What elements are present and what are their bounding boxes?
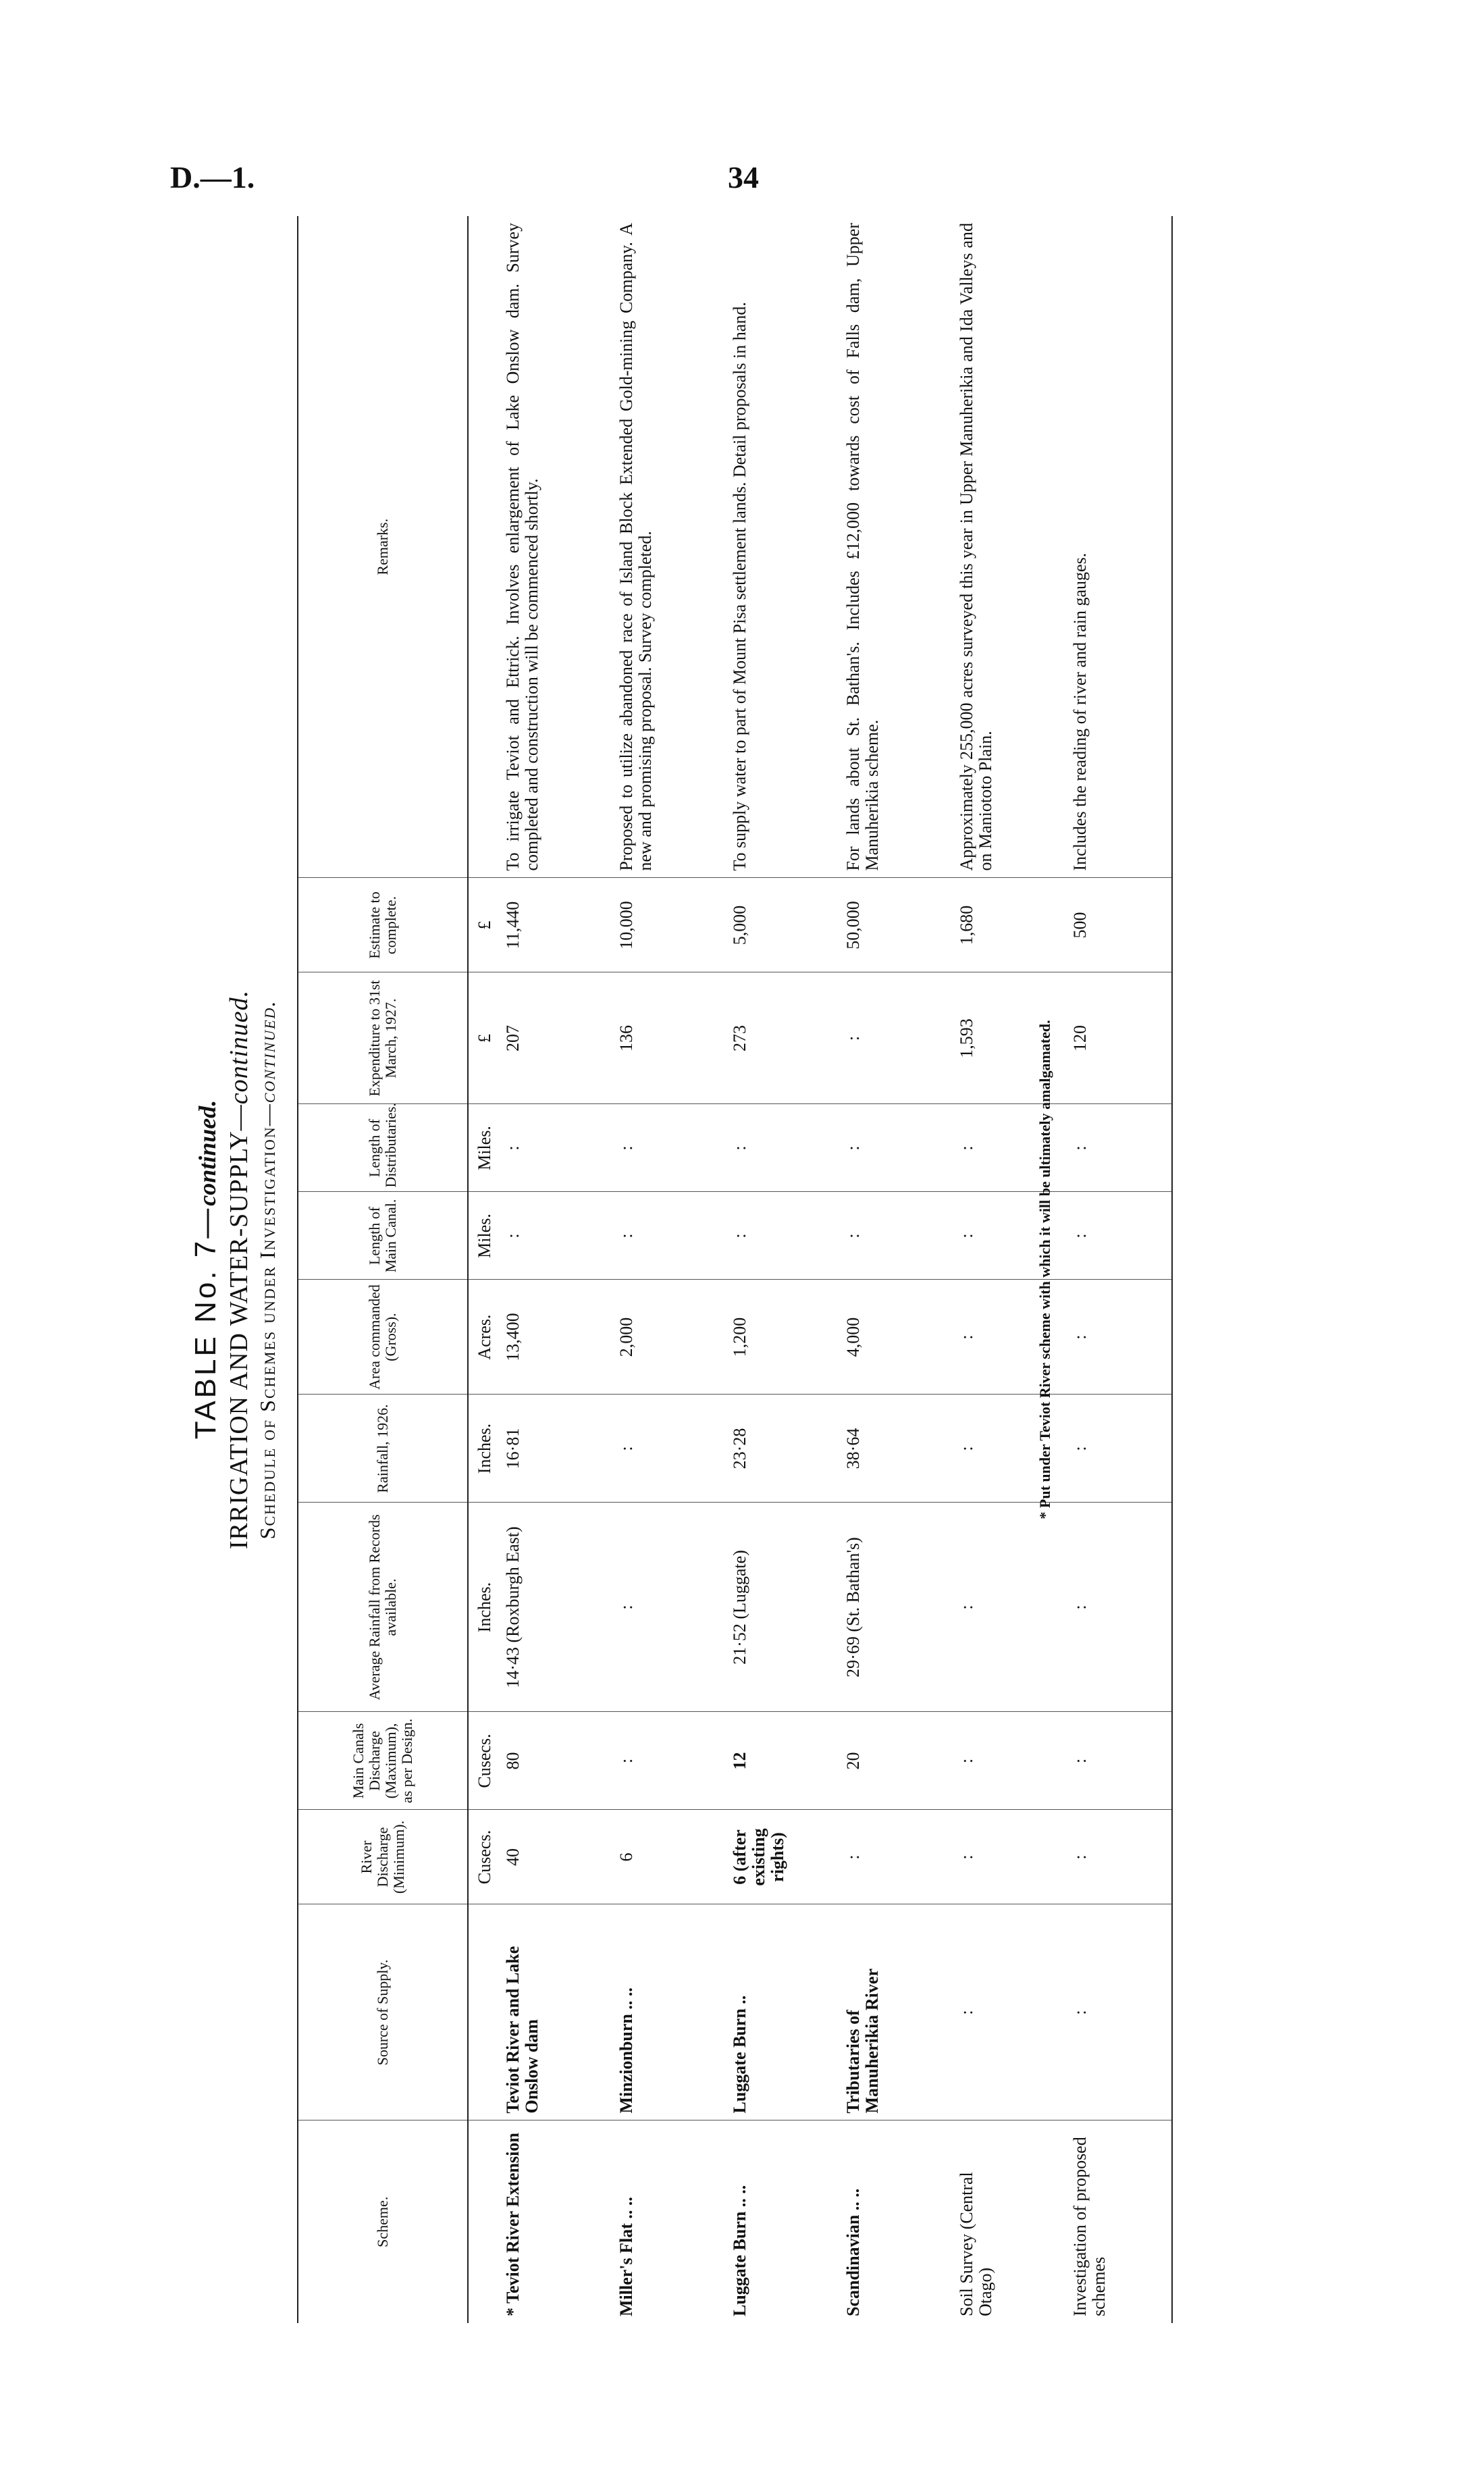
area-cell: : bbox=[948, 1280, 1061, 1395]
expenditure-cell: 1,593 bbox=[948, 972, 1061, 1104]
scheme-cell: Soil Survey (Central Otago) bbox=[957, 2172, 995, 2316]
unit-cell bbox=[468, 216, 494, 878]
river-discharge-cell: : bbox=[948, 1810, 1061, 1904]
column-header: Remarks. bbox=[298, 216, 468, 878]
river-discharge-cell: : bbox=[834, 1810, 948, 1904]
source-cell: : bbox=[948, 1904, 1061, 2120]
remarks-cell: To supply water to part of Mount Pisa settlement lands. Detail proposals in hand. bbox=[721, 216, 834, 878]
table-header-row bbox=[298, 216, 468, 2323]
avg-rainfall-cell: : bbox=[948, 1503, 1061, 1712]
unit-cell: Inches. bbox=[468, 1503, 494, 1712]
distributaries-cell: : bbox=[494, 1104, 608, 1192]
area-cell: 4,000 bbox=[834, 1280, 948, 1395]
area-cell: 2,000 bbox=[608, 1280, 721, 1395]
table-main-title: IRRIGATION AND WATER-SUPPLY—continued. bbox=[225, 989, 253, 1550]
river-discharge-cell: 6 bbox=[608, 1810, 721, 1904]
scheme-cell: Scandinavian .. .. bbox=[843, 2188, 863, 2316]
column-header: Main Canals Discharge (Maximum), as per Design. bbox=[298, 1712, 468, 1810]
expenditure-cell: 136 bbox=[608, 972, 721, 1104]
canal-discharge-cell: : bbox=[608, 1712, 721, 1810]
unit-cell bbox=[468, 1904, 494, 2120]
rainfall-1926-cell: : bbox=[608, 1395, 721, 1503]
column-header: Source of Supply. bbox=[298, 1904, 468, 2120]
area-cell: 1,200 bbox=[721, 1280, 834, 1395]
expenditure-cell: 120 bbox=[1061, 972, 1172, 1104]
scheme-cell: * Teviot River Extension bbox=[503, 2133, 523, 2316]
remarks-cell: For lands about St. Bathan's. Includes £12,000 towards cost of Falls dam, Upper Manuherikia scheme. bbox=[834, 216, 948, 878]
expenditure-cell: 273 bbox=[721, 972, 834, 1104]
document-reference: D.—1. bbox=[170, 160, 255, 194]
table-number-title: TABLE No. 7—continued. bbox=[189, 1099, 222, 1440]
source-cell: : bbox=[1061, 1904, 1172, 2120]
canal-discharge-cell: : bbox=[948, 1712, 1061, 1810]
column-header: Average Rainfall from Records available. bbox=[298, 1503, 468, 1712]
main-canal-cell: : bbox=[1061, 1192, 1172, 1280]
page-number: 34 bbox=[728, 160, 759, 194]
estimate-cell: 50,000 bbox=[834, 878, 948, 972]
river-discharge-cell: : bbox=[1061, 1810, 1172, 1904]
remarks-cell: Approximately 255,000 acres surveyed this year in Upper Manuherikia and Ida Valleys and on Maniototo Plain. bbox=[948, 216, 1061, 878]
unit-cell: £ bbox=[468, 878, 494, 972]
canal-discharge-cell: 80 bbox=[494, 1712, 608, 1810]
estimate-cell: 11,440 bbox=[494, 878, 608, 972]
table-row bbox=[721, 216, 834, 2323]
scheme-cell: Luggate Burn .. .. bbox=[730, 2185, 749, 2316]
column-header: Length of Distributaries. bbox=[298, 1104, 468, 1192]
unit-cell: Cusecs. bbox=[468, 1712, 494, 1810]
column-header: Length of Main Canal. bbox=[298, 1192, 468, 1280]
source-cell: Teviot River and Lake Onslow dam bbox=[494, 1904, 608, 2120]
source-cell: Luggate Burn .. bbox=[721, 1904, 834, 2120]
expenditure-cell: 207 bbox=[494, 972, 608, 1104]
main-canal-cell: : bbox=[494, 1192, 608, 1280]
table-row bbox=[834, 216, 948, 2323]
distributaries-cell: : bbox=[1061, 1104, 1172, 1192]
canal-discharge-cell: 12 bbox=[721, 1712, 834, 1810]
avg-rainfall-cell: 21·52 (Luggate) bbox=[721, 1503, 834, 1712]
footnote: * Put under Teviot River scheme with which it will be ultimately amalgamated. bbox=[1036, 1020, 1053, 1519]
unit-cell: £ bbox=[468, 972, 494, 1104]
distributaries-cell: : bbox=[608, 1104, 721, 1192]
distributaries-cell: : bbox=[834, 1104, 948, 1192]
column-header: Expenditure to 31st March, 1927. bbox=[298, 972, 468, 1104]
area-cell: : bbox=[1061, 1280, 1172, 1395]
estimate-cell: 500 bbox=[1061, 878, 1172, 972]
unit-cell: Cusecs. bbox=[468, 1810, 494, 1904]
avg-rainfall-cell: : bbox=[608, 1503, 721, 1712]
source-cell: Minzionburn .. .. bbox=[608, 1904, 721, 2120]
area-cell: 13,400 bbox=[494, 1280, 608, 1395]
column-header: Rainfall, 1926. bbox=[298, 1395, 468, 1503]
main-canal-cell: : bbox=[721, 1192, 834, 1280]
unit-cell: Acres. bbox=[468, 1280, 494, 1395]
title-block bbox=[189, 216, 284, 2323]
rainfall-1926-cell: 38·64 bbox=[834, 1395, 948, 1503]
rainfall-1926-cell: : bbox=[1061, 1395, 1172, 1503]
unit-cell: Miles. bbox=[468, 1192, 494, 1280]
rotated-table-page bbox=[189, 216, 1109, 2323]
main-canal-cell: : bbox=[834, 1192, 948, 1280]
avg-rainfall-cell: 14·43 (Roxburgh East) bbox=[494, 1503, 608, 1712]
unit-cell: Miles. bbox=[468, 1104, 494, 1192]
river-discharge-cell: 40 bbox=[494, 1810, 608, 1904]
canal-discharge-cell: 20 bbox=[834, 1712, 948, 1810]
estimate-cell: 5,000 bbox=[721, 878, 834, 972]
column-header: Scheme. bbox=[298, 2120, 468, 2323]
table-subtitle: Schedule of Schemes under Investigation—continued. bbox=[255, 999, 280, 1540]
table-row bbox=[608, 216, 721, 2323]
column-header: River Discharge (Minimum). bbox=[298, 1810, 468, 1904]
column-header: Estimate to complete. bbox=[298, 878, 468, 972]
avg-rainfall-cell: 29·69 (St. Bathan's) bbox=[834, 1503, 948, 1712]
river-discharge-cell: 6 (after existing rights) bbox=[721, 1810, 834, 1904]
distributaries-cell: : bbox=[721, 1104, 834, 1192]
remarks-cell: To irrigate Teviot and Ettrick. Involves enlargement of Lake Onslow dam. Survey completed and construction will be commenced shortly. bbox=[494, 216, 608, 878]
source-cell: Tributaries of Manuherikia River bbox=[834, 1904, 948, 2120]
rainfall-1926-cell: 16·81 bbox=[494, 1395, 608, 1503]
table-row bbox=[1061, 216, 1172, 2323]
remarks-cell: Includes the reading of river and rain gauges. bbox=[1061, 216, 1172, 878]
estimate-cell: 10,000 bbox=[608, 878, 721, 972]
table-row bbox=[494, 216, 608, 2323]
remarks-cell: Proposed to utilize abandoned race of Island Block Extended Gold-mining Company. A new and promising proposal. Survey completed. bbox=[608, 216, 721, 878]
canal-discharge-cell: : bbox=[1061, 1712, 1172, 1810]
rainfall-1926-cell: : bbox=[948, 1395, 1061, 1503]
main-canal-cell: : bbox=[608, 1192, 721, 1280]
unit-cell: Inches. bbox=[468, 1395, 494, 1503]
expenditure-cell: : bbox=[834, 972, 948, 1104]
main-canal-cell: : bbox=[948, 1192, 1061, 1280]
scheme-cell: Miller's Flat .. .. bbox=[616, 2197, 636, 2316]
column-header: Area commanded (Gross). bbox=[298, 1280, 468, 1395]
scheme-cell: Investigation of proposed schemes bbox=[1061, 2120, 1172, 2323]
estimate-cell: 1,680 bbox=[948, 878, 1061, 972]
rainfall-1926-cell: 23·28 bbox=[721, 1395, 834, 1503]
avg-rainfall-cell: : bbox=[1061, 1503, 1172, 1712]
units-row bbox=[468, 216, 494, 2323]
distributaries-cell: : bbox=[948, 1104, 1061, 1192]
unit-cell bbox=[468, 2120, 494, 2323]
